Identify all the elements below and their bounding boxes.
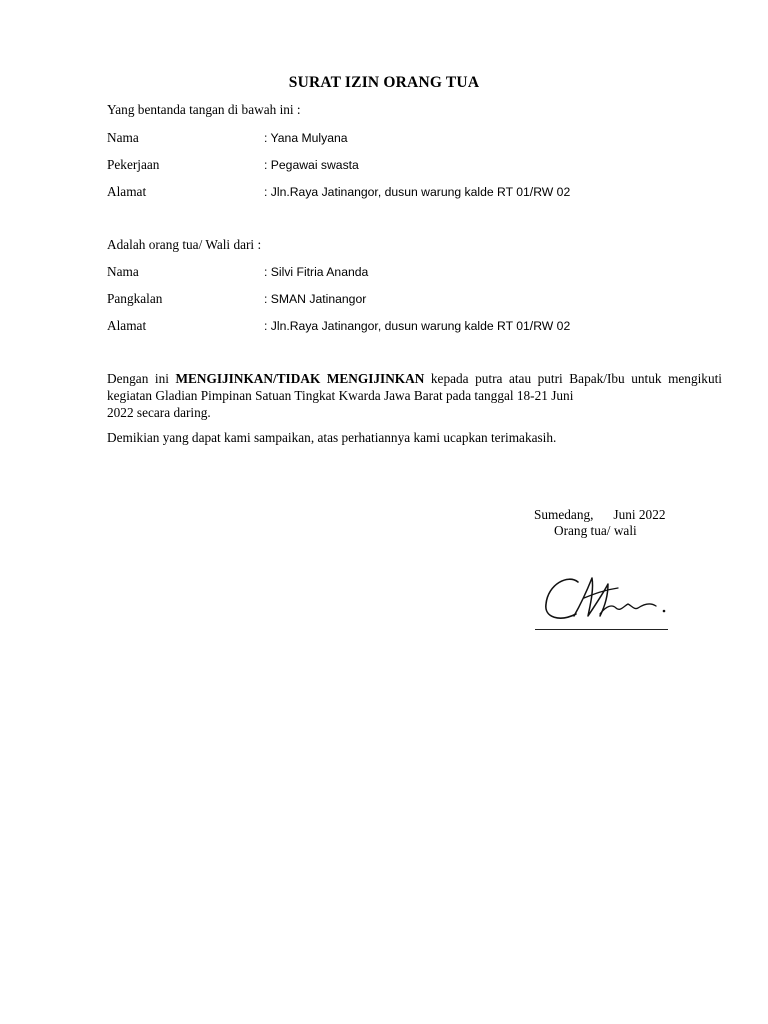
child-base-label: Pangkalan bbox=[107, 291, 163, 306]
signature-line bbox=[535, 629, 668, 630]
parent-name-value: : Yana Mulyana bbox=[264, 131, 348, 145]
intro-text: Yang bentanda tangan di bawah ini : bbox=[107, 102, 301, 117]
parent-address-value: : Jln.Raya Jatinangor, dusun warung kalde RT 01/RW 02 bbox=[264, 185, 571, 199]
letter-title: SURAT IZIN ORANG TUA bbox=[288, 74, 480, 91]
permission-suffix: kepada putra atau putri Bapak/Ibu untuk mengikuti kegiatan Gladian Pimpinan Satuan Tingkat Kwarda Jawa Barat pada tanggal 18-21 Juni bbox=[107, 371, 722, 403]
child-name-value: : Silvi Fitria Ananda bbox=[264, 265, 369, 279]
child-intro-text: Adalah orang tua/ Wali dari : bbox=[107, 237, 262, 252]
child-address-label: Alamat bbox=[107, 318, 147, 333]
permission-paragraph bbox=[107, 370, 722, 421]
parent-name-label: Nama bbox=[107, 130, 139, 145]
closing-text: Demikian yang dapat kami sampaikan, atas perhatiannya kami ucapkan terimakasih. bbox=[107, 430, 557, 445]
child-base-value: : SMAN Jatinangor bbox=[264, 292, 367, 306]
child-address-value: : Jln.Raya Jatinangor, dusun warung kalde RT 01/RW 02 bbox=[264, 319, 571, 333]
permission-prefix: Dengan ini bbox=[107, 371, 176, 386]
place-date: Sumedang, Juni 2022 bbox=[534, 507, 666, 522]
signer-label: Orang tua/ wali bbox=[554, 523, 637, 538]
parent-job-value: : Pegawai swasta bbox=[264, 158, 359, 172]
handwritten-signature-icon bbox=[538, 570, 678, 630]
child-name-label: Nama bbox=[107, 264, 139, 279]
parent-address-label: Alamat bbox=[107, 184, 147, 199]
permission-last-line: 2022 secara daring. bbox=[107, 405, 211, 420]
permission-emphasis: MENGIJINKAN/TIDAK MENGIJINKAN bbox=[175, 371, 425, 386]
parent-job-label: Pekerjaan bbox=[107, 157, 160, 172]
